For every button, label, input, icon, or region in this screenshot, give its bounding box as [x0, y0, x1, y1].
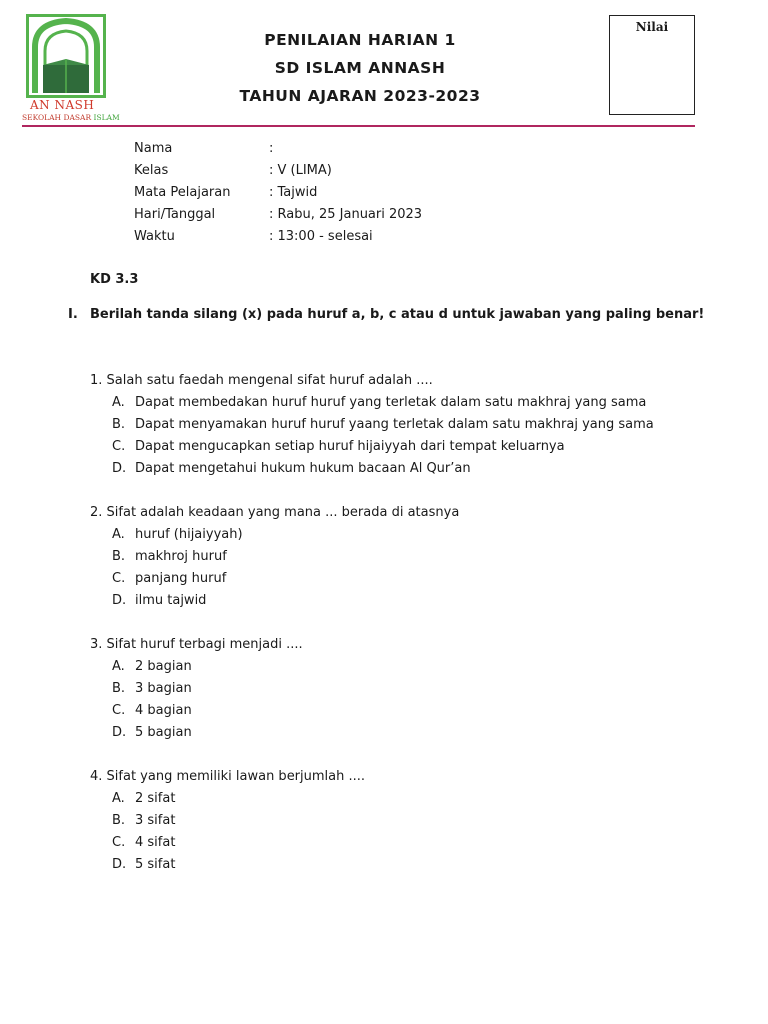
option-d	[90, 854, 710, 876]
option-text: 4 sifat	[135, 835, 176, 850]
header-year: TAHUN AJARAN 2023-2023	[239, 87, 481, 105]
info-value: : V (LIMA)	[269, 163, 332, 178]
score-label: Nilai	[635, 20, 669, 34]
option-d	[90, 722, 710, 744]
option-c	[90, 568, 710, 590]
info-label: Hari/Tanggal	[134, 207, 216, 222]
option-letter: D.	[112, 593, 127, 608]
option-b	[90, 546, 710, 568]
option-letter: D.	[112, 461, 127, 476]
school-logo	[22, 14, 120, 122]
option-a	[90, 788, 710, 810]
option-text: 4 bagian	[135, 703, 192, 718]
score-box	[609, 15, 695, 115]
instruction-text: Berilah tanda silang (x) pada huruf a, b, c atau d untuk jawaban yang paling benar!	[90, 307, 705, 322]
option-c	[90, 832, 710, 854]
option-letter: C.	[112, 703, 126, 718]
info-label: Kelas	[134, 163, 169, 178]
header-school: SD ISLAM ANNASH	[274, 59, 446, 77]
option-d	[90, 590, 710, 612]
option-text: ilmu tajwid	[135, 593, 207, 608]
question-list	[90, 370, 710, 898]
logo-subtitle: SEKOLAH DASAR ISLAM	[22, 113, 120, 122]
option-letter: A.	[112, 527, 125, 542]
option-text: Dapat mengetahui hukum hukum bacaan Al Qur’an	[135, 461, 471, 476]
option-letter: A.	[112, 791, 125, 806]
info-value: : Tajwid	[269, 185, 318, 200]
option-c	[90, 700, 710, 722]
option-letter: B.	[112, 417, 126, 432]
info-row-nama	[134, 138, 422, 160]
option-letter: C.	[112, 439, 126, 454]
option-b	[90, 414, 710, 436]
option-a	[90, 656, 710, 678]
option-b	[90, 810, 710, 832]
info-label: Mata Pelajaran	[134, 185, 231, 200]
question-text: 4. Sifat yang memiliki lawan berjumlah ....	[90, 769, 366, 784]
option-text: panjang huruf	[135, 571, 227, 586]
question-1	[90, 370, 710, 480]
option-text: 3 bagian	[135, 681, 192, 696]
info-label: Nama	[134, 141, 173, 156]
option-text: Dapat mengucapkan setiap huruf hijaiyyah dari tempat keluarnya	[135, 439, 565, 454]
option-d	[90, 458, 710, 480]
info-row-waktu	[134, 226, 422, 248]
option-text: 5 sifat	[135, 857, 176, 872]
option-text: Dapat menyamakan huruf huruf yaang terletak dalam satu makhraj yang sama	[135, 417, 654, 432]
student-info	[134, 138, 422, 248]
header-title: PENILAIAN HARIAN 1	[264, 31, 456, 49]
section-instruction	[68, 304, 708, 326]
question-text: 1. Salah satu faedah mengenal sifat huruf adalah ....	[90, 373, 433, 388]
option-text: huruf (hijaiyyah)	[135, 527, 243, 542]
option-text: 2 bagian	[135, 659, 192, 674]
section-number: I.	[68, 307, 78, 322]
question-text: 2. Sifat adalah keadaan yang mana ... berada di atasnya	[90, 505, 460, 520]
question-text: 3. Sifat huruf terbagi menjadi ....	[90, 637, 303, 652]
option-letter: C.	[112, 835, 126, 850]
option-a	[90, 524, 710, 546]
option-letter: A.	[112, 395, 125, 410]
mosque-book-icon	[29, 17, 103, 95]
document-header	[200, 26, 520, 110]
question-3	[90, 634, 710, 744]
option-text: makhroj huruf	[135, 549, 227, 564]
info-row-mata-pelajaran	[134, 182, 422, 204]
kd-heading: KD 3.3	[90, 272, 139, 287]
info-row-hari-tanggal	[134, 204, 422, 226]
option-a	[90, 392, 710, 414]
option-b	[90, 678, 710, 700]
question-2	[90, 502, 710, 612]
info-value: :	[269, 141, 274, 156]
info-label: Waktu	[134, 229, 175, 244]
option-text: 2 sifat	[135, 791, 176, 806]
option-letter: C.	[112, 571, 126, 586]
option-text: 3 sifat	[135, 813, 176, 828]
info-row-kelas	[134, 160, 422, 182]
option-text: 5 bagian	[135, 725, 192, 740]
info-value: : Rabu, 25 Januari 2023	[269, 207, 423, 222]
logo-frame	[26, 14, 106, 98]
logo-name: AN NASH	[30, 98, 95, 112]
info-value: : 13:00 - selesai	[269, 229, 373, 244]
option-letter: D.	[112, 725, 127, 740]
option-letter: B.	[112, 681, 126, 696]
header-divider	[22, 125, 695, 127]
option-c	[90, 436, 710, 458]
question-4	[90, 766, 710, 876]
option-letter: A.	[112, 659, 125, 674]
option-letter: B.	[112, 813, 126, 828]
option-letter: B.	[112, 549, 126, 564]
option-letter: D.	[112, 857, 127, 872]
option-text: Dapat membedakan huruf huruf yang terletak dalam satu makhraj yang sama	[135, 395, 647, 410]
